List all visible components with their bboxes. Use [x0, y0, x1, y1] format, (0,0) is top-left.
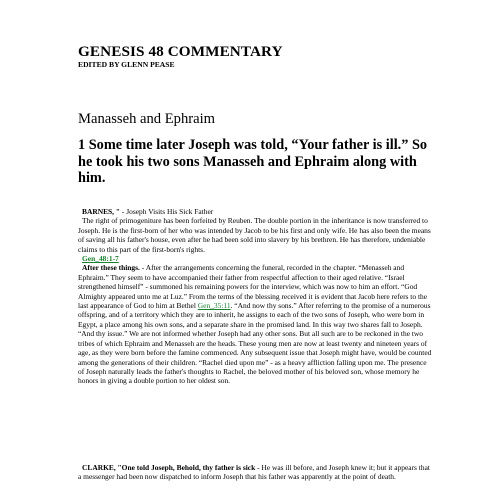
- commentary-page: [78, 43, 434, 482]
- barnes-intro: - Joseph Visits His Sick Father: [120, 207, 214, 216]
- document-title: GENESIS 48 COMMENTARY: [78, 43, 283, 60]
- document-editor: EDITED BY GLENN PEASE: [78, 60, 175, 69]
- clarke-commentary: [78, 463, 434, 482]
- barnes-lead: After these things.: [82, 263, 140, 273]
- section-heading: Manasseh and Ephraim: [78, 111, 215, 127]
- barnes-paragraph: The right of primogeniture has been forfeited by Reuben. The double portion in the inheritance is now transferred to Joseph. He is the first-born of her who was intended by Jacob to be his first and only wife. He has also been the means of saving all his father's house, even after he had been sold into slavery by his brethren. He has therefore, undeniable claims to this part of the first-born's rights.: [78, 216, 431, 254]
- clarke-text: - He was ill before, and Joseph knew it; but it appears that a messenger had been now dispatched to inform Joseph that his father was apparently at the point of death.: [78, 463, 430, 482]
- barnes-text-after-ref: . “And now thy sons.” After referring to the promise of a numerous offspring, and of a territory which they are to inherit, he assigns to each of the two sons of Joseph, who were born in Egypt, a place among his own sons, and a separate share in the promised land. In this way two shares fall to Joseph. “And thy issue.” We are not informed whether Joseph had any other sons. But all such are to be reckoned in the two tribes of which Ephraim and Menasseh are the heads. These young men are now at least twenty and nineteen years of age, as they were born before the famine commenced. Any subsequent issue that Joseph might have, would be counted among the generations of their children. “Rachel died upon me” - as a heavy affliction falling upon me. The presence of Joseph naturally leads the father's thoughts to Rachel, the beloved mother of his beloved son, whose memory he honors in giving a double portion to her oldest son.: [78, 301, 432, 386]
- verse-text: 1 Some time later Joseph was told, “Your father is ill.” So he took his two sons Manasseh and Ephraim along with him.: [78, 137, 428, 187]
- inline-scripture-ref-link[interactable]: Gen_35:11: [197, 301, 231, 311]
- barnes-commentary: [78, 207, 434, 386]
- scripture-ref-link[interactable]: Gen_48:1-7: [82, 254, 119, 264]
- barnes-text-before-ref: - After the arrangements concerning the funeral, recorded in the chapter. “Menasseh and Ephraim.” They seem to have accompanied their father from respectful affection to their aged relative. “Israel strengthened himself” - summoned his remaining powers for the interview, which was now to him an effort. “God Almighty appeared unto me at Luz.” From the terms of the blessing received it is evident that Jacob here refers to the last appearance of God to him at Bethel: [78, 263, 428, 311]
- clarke-author: CLARKE, "One told Joseph, Behold, thy father is sick: [82, 463, 256, 472]
- barnes-ref-line: [78, 254, 434, 263]
- barnes-main-paragraph: [78, 263, 434, 385]
- clarke-paragraph: [78, 463, 434, 482]
- barnes-author: BARNES, ": [82, 207, 121, 216]
- barnes-intro-line: [78, 207, 434, 216]
